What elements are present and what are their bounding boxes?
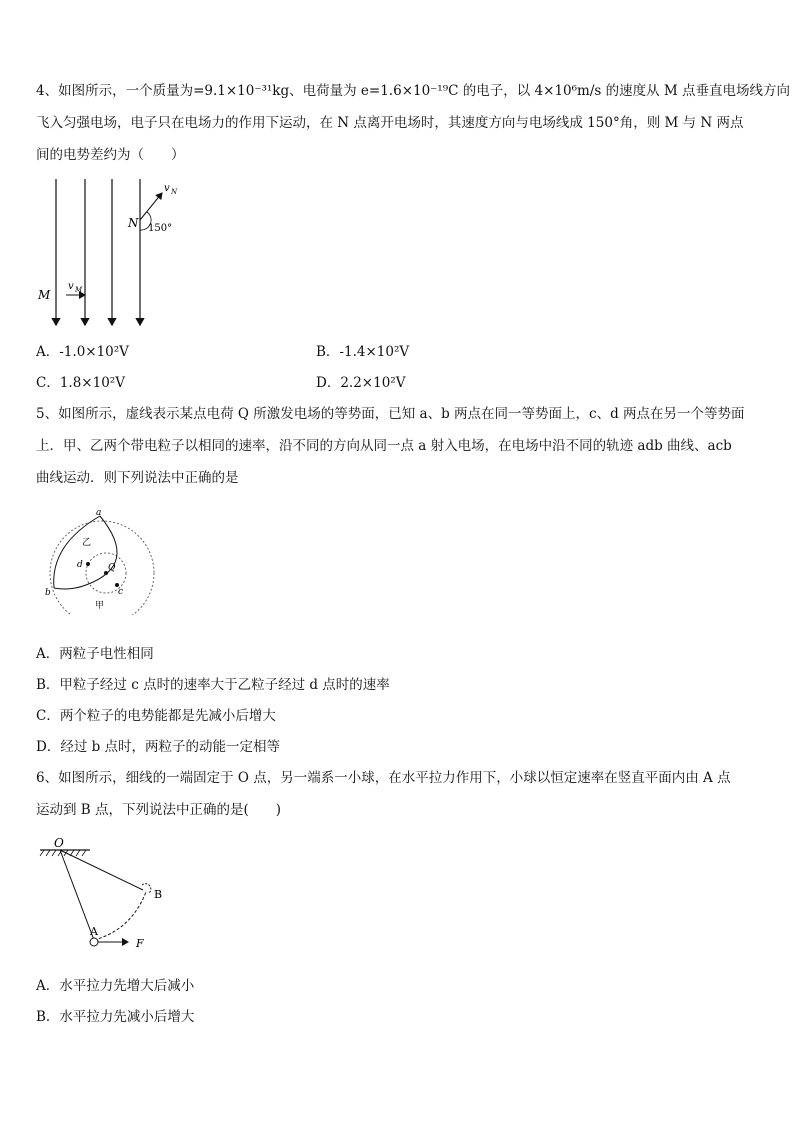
- q6-pendulum-figure: [36, 835, 186, 955]
- q6-option-b: B．水平拉力先减小后增大: [36, 1009, 195, 1025]
- q5-option-a: A．两粒子电性相同: [36, 646, 154, 662]
- path-ab: [94, 892, 146, 940]
- q4-electric-field-figure: [30, 175, 200, 335]
- trajectory-acb: [54, 516, 117, 589]
- label-vm-sub: M: [75, 286, 83, 294]
- q5-stem-line-1: 5、如图所示，虚线表示某点电荷 Q 所激发电场的等势面，已知 a、b 两点在同一等势面上，c、d 两点在另一个等势面: [36, 406, 745, 422]
- label-n: N: [128, 216, 139, 230]
- label-vn: v: [164, 183, 170, 194]
- q4-option-d: D．2.2×10²V: [316, 375, 406, 391]
- velocity-n-arrow: [140, 193, 162, 220]
- q4-stem-line-1: 4、如图所示，一个质量为=9.1×10⁻³¹kg、电荷量为 e=1.6×10⁻¹⁹C 的电子，以 4×10⁶m/s 的速度从 M 点垂直电场线方向: [36, 83, 791, 99]
- label-yi: 乙: [82, 538, 92, 548]
- q5-stem-line-3: 曲线运动．则下列说法中正确的是: [36, 470, 239, 486]
- label-a: A: [90, 925, 98, 938]
- label-o: O: [54, 836, 64, 850]
- q6-option-a: A．水平拉力先增大后减小: [36, 978, 195, 994]
- trajectory-adb: [54, 516, 100, 588]
- q5-equipotential-figure: [40, 505, 160, 615]
- label-a: a: [96, 508, 102, 518]
- label-b: b: [45, 588, 51, 598]
- q5-stem-line-2: 上．甲、乙两个带电粒子以相同的速率，沿不同的方向从同一点 a 射入电场，在电场中沿不同的轨迹 adb 曲线、acb: [36, 438, 732, 454]
- q6-stem-line-2: 运动到 B 点，下列说法中正确的是( ): [36, 802, 282, 818]
- q5-option-d: D．经过 b 点时，两粒子的动能一定相等: [36, 739, 281, 755]
- q4-option-c: C．1.8×10²V: [36, 375, 125, 391]
- ball-a: [90, 938, 98, 946]
- q4-stem-line-3: 间的电势差约为（ ）: [36, 147, 185, 163]
- label-q: Q: [108, 563, 116, 573]
- ball-b: [142, 884, 151, 893]
- q4-stem-line-2: 飞入匀强电场，电子只在电场力的作用下运动，在 N 点离开电场时，其速度方向与电场线成 150°角，则 M 与 N 两点: [36, 115, 744, 131]
- label-vn-sub: N: [171, 188, 178, 196]
- label-d: d: [77, 560, 83, 570]
- label-vm: v: [68, 281, 74, 292]
- label-jia: 甲: [95, 601, 105, 611]
- point-d: [86, 562, 90, 566]
- label-c: c: [118, 587, 124, 597]
- label-angle: 150°: [148, 223, 173, 234]
- q5-option-c: C．两个粒子的电势能都是先减小后增大: [36, 708, 276, 724]
- q4-option-b: B．-1.4×10²V: [316, 344, 410, 360]
- q6-stem-line-1: 6、如图所示，细线的一端固定于 O 点，另一端系一小球，在水平拉力作用下，小球以恒定速率在竖直平面内由 A 点: [36, 770, 731, 786]
- q4-option-a: A．-1.0×10²V: [36, 344, 129, 360]
- q5-option-b: B．甲粒子经过 c 点时的速率大于乙粒子经过 d 点时的速率: [36, 677, 390, 693]
- label-b: B: [154, 888, 163, 901]
- label-f: F: [136, 937, 144, 950]
- label-m: M: [38, 288, 51, 302]
